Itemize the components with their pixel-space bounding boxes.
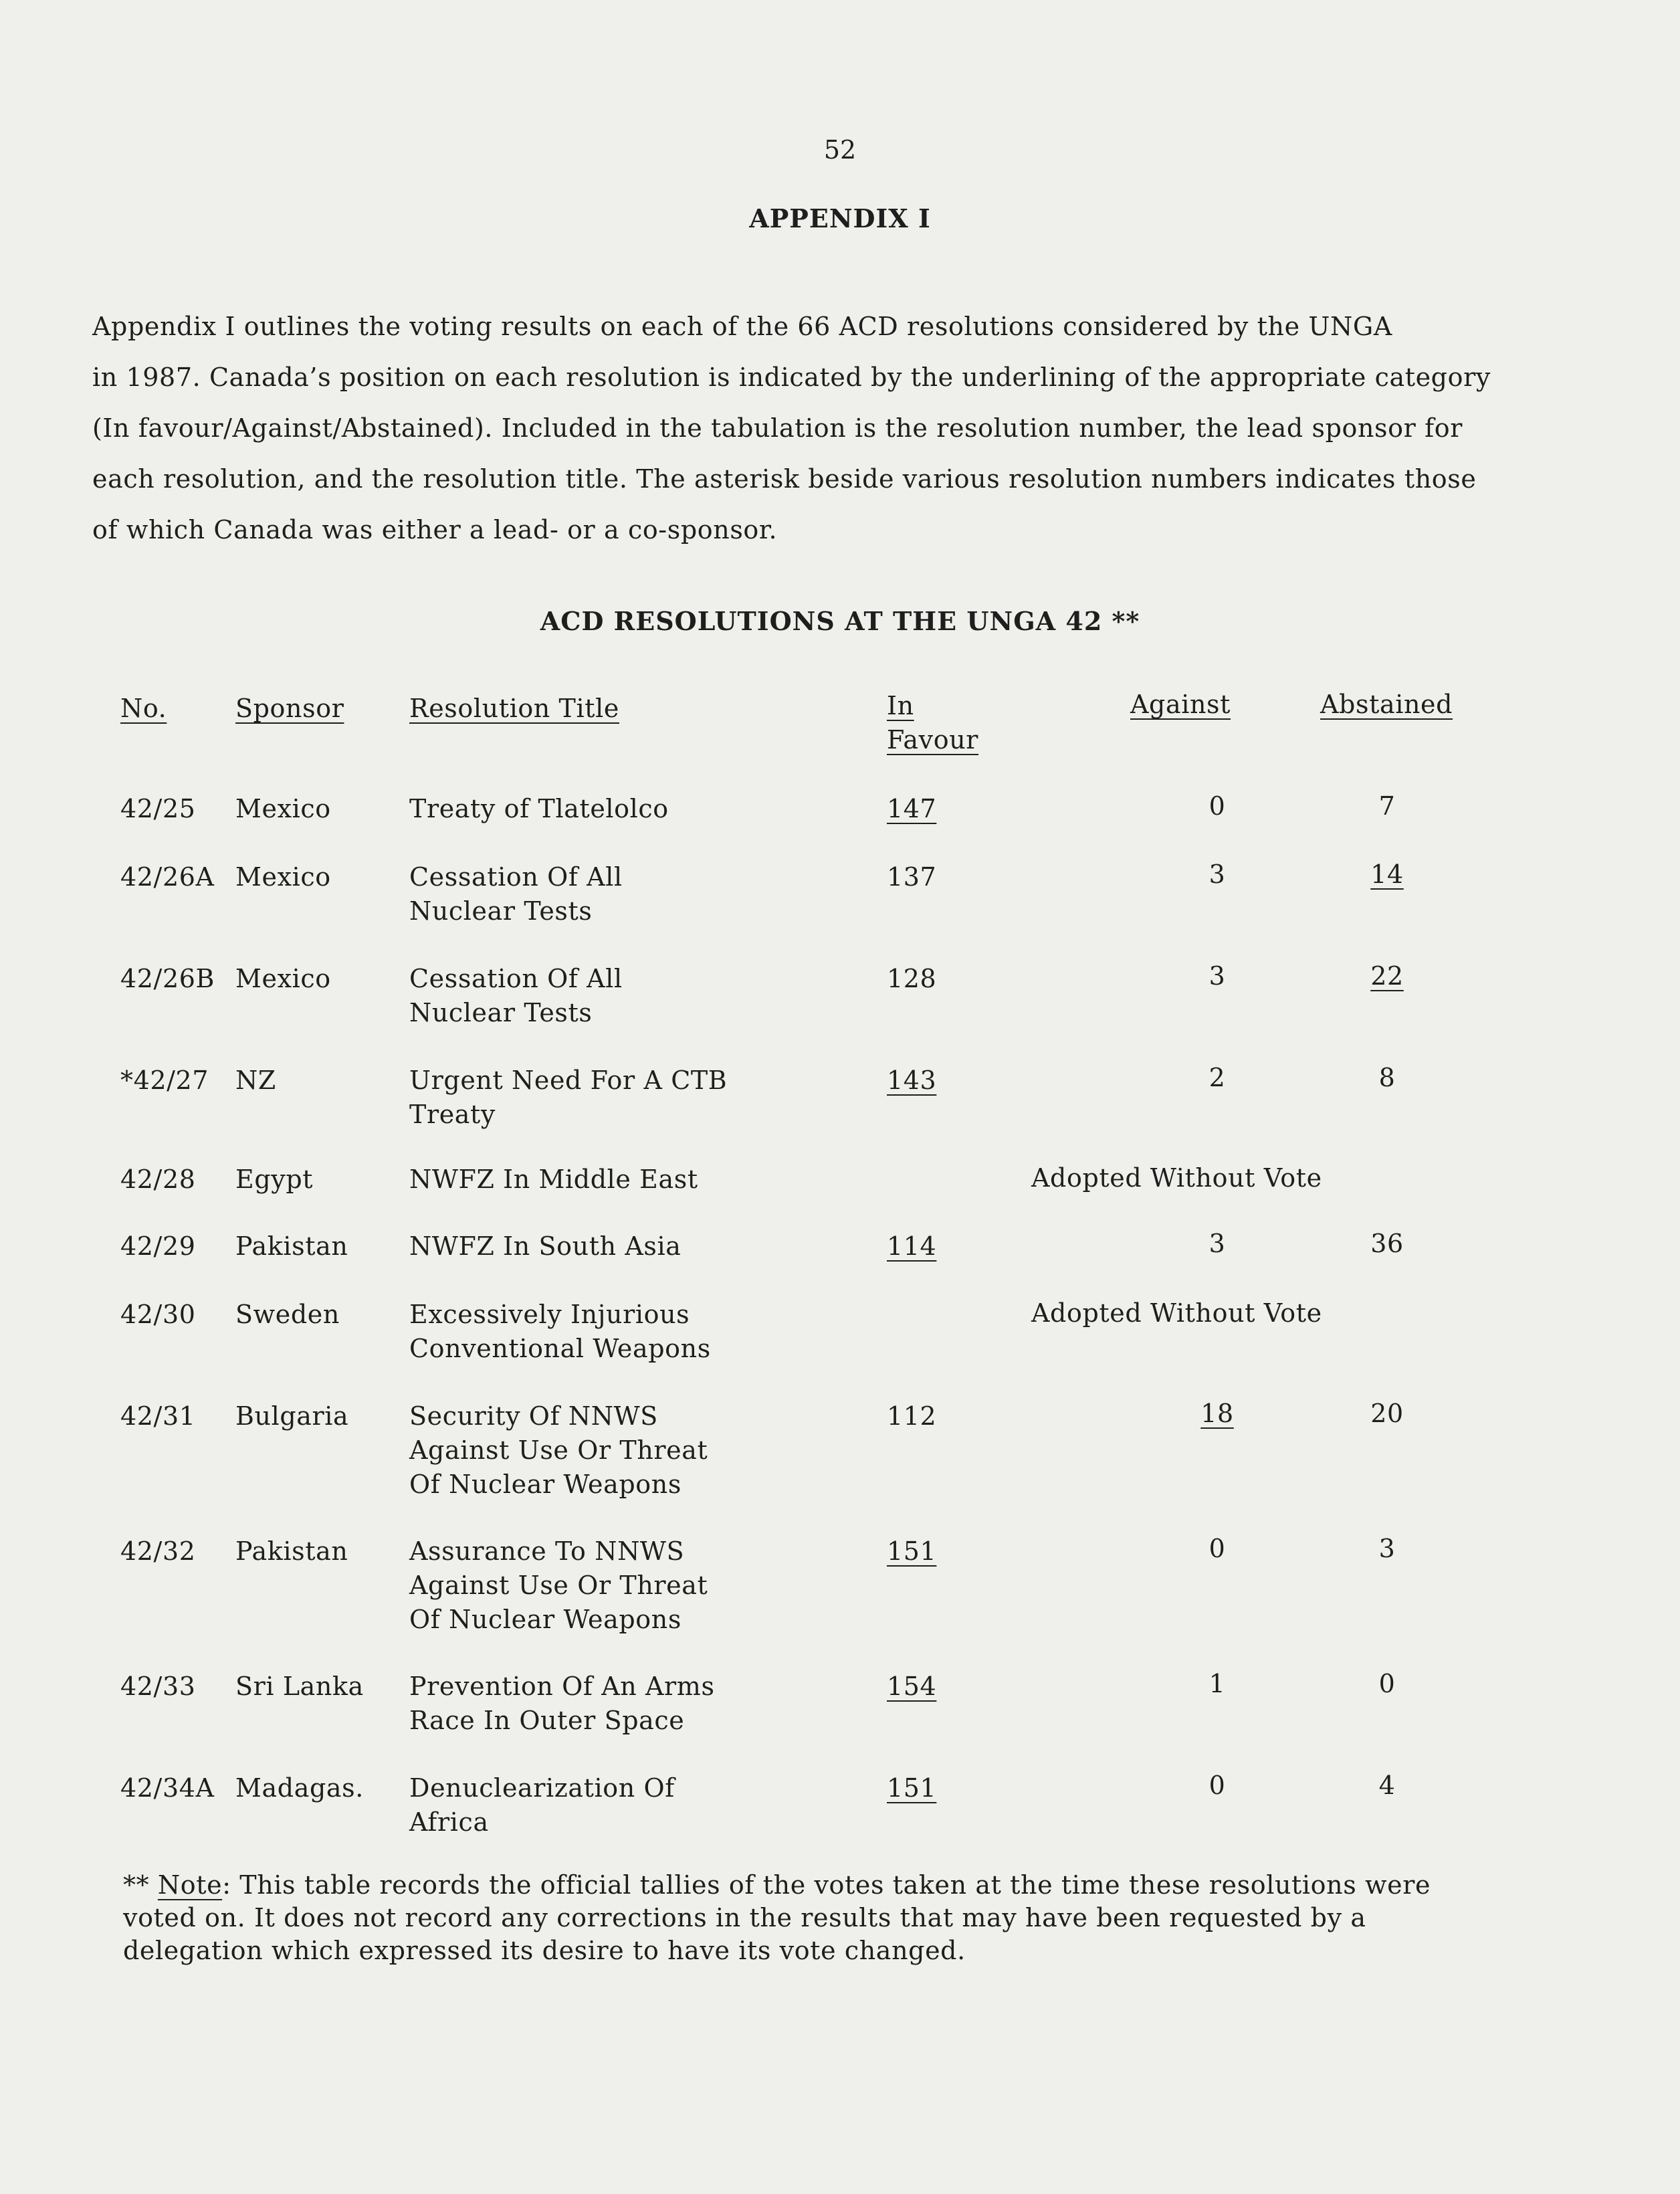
cell-abstained: 8 (1378, 1063, 1396, 1092)
title-line: Nuclear Tests (409, 998, 593, 1027)
cell-sponsor: Mexico (235, 794, 331, 823)
cell-title (409, 1298, 864, 1366)
cell-title (409, 1163, 864, 1197)
cell-abstained: 0 (1378, 1669, 1396, 1698)
cell-sponsor: Mexico (235, 964, 331, 993)
cell-in-favour: 114 (887, 1231, 937, 1261)
cell-abstained: 4 (1378, 1771, 1396, 1800)
cell-title (409, 962, 864, 1030)
cell-sponsor: Sweden (235, 1300, 340, 1329)
cell-abstained: 20 (1370, 1399, 1404, 1428)
header-sponsor: Sponsor (235, 694, 344, 723)
title-line: Of Nuclear Weapons (409, 1605, 681, 1634)
cell-in-favour: 151 (887, 1773, 937, 1803)
header-against: Against (1130, 690, 1231, 719)
title-line: NWFZ In Middle East (409, 1165, 698, 1194)
cell-no: 42/29 (120, 1231, 196, 1261)
title-line: Against Use Or Threat (409, 1571, 708, 1600)
cell-title (409, 1064, 864, 1132)
cell-against: 0 (1209, 1771, 1226, 1800)
cell-abstained: 7 (1378, 791, 1396, 821)
footnote-line (123, 1869, 1514, 1902)
intro-line: each resolution, and the resolution title. The asterisk beside various resolution numbers indicates those (92, 464, 1477, 494)
cell-in-favour: 112 (887, 1401, 937, 1431)
cell-title (409, 860, 864, 928)
cell-in-favour: 154 (887, 1672, 937, 1701)
cell-adopted-without-vote: Adopted Without Vote (1031, 1163, 1322, 1193)
cell-no: 42/32 (120, 1536, 196, 1566)
intro-line: in 1987. Canada’s position on each resolution is indicated by the underlining of the appropriate category (92, 363, 1491, 392)
footnote-label: Note (157, 1870, 223, 1900)
footnote-text: : This table records the official tallies of the votes taken at the time these resolutions were (222, 1870, 1431, 1900)
header-in-favour-line1: In (887, 691, 914, 720)
cell-title (409, 1534, 864, 1637)
table-heading: ACD RESOLUTIONS AT THE UNGA 42 ** (540, 606, 1140, 636)
title-line: Assurance To NNWS (409, 1536, 685, 1566)
intro-line: Appendix I outlines the voting results on each of the 66 ACD resolutions considered by the UNGA (92, 312, 1392, 341)
cell-sponsor: Madagas. (235, 1773, 364, 1803)
title-line: Nuclear Tests (409, 896, 593, 926)
title-line: Treaty of Tlatelolco (409, 794, 669, 823)
cell-against: 3 (1209, 961, 1226, 991)
cell-in-favour: 151 (887, 1536, 937, 1566)
cell-no: 42/33 (120, 1672, 196, 1701)
cell-no: 42/30 (120, 1300, 196, 1329)
cell-against: 0 (1209, 1534, 1226, 1563)
cell-against: 0 (1209, 791, 1226, 821)
header-in-favour (887, 689, 978, 757)
title-line: Denuclearization Of (409, 1773, 675, 1803)
intro-paragraph (92, 301, 1525, 555)
cell-against: 3 (1209, 860, 1226, 889)
cell-title (409, 1670, 864, 1738)
cell-in-favour: 147 (887, 794, 937, 823)
title-line: Conventional Weapons (409, 1334, 711, 1363)
cell-against: 1 (1209, 1669, 1226, 1698)
cell-sponsor: Egypt (235, 1165, 314, 1194)
title-line: Cessation Of All (409, 964, 623, 993)
intro-line: (In favour/Against/Abstained). Included in the tabulation is the resolution number, the lead sponsor for (92, 413, 1463, 443)
cell-abstained: 36 (1370, 1229, 1404, 1258)
cell-sponsor: Mexico (235, 862, 331, 892)
intro-line: of which Canada was either a lead- or a co-sponsor. (92, 515, 778, 544)
header-in-favour-line2: Favour (887, 725, 979, 755)
cell-no: 42/26B (120, 964, 215, 993)
cell-sponsor: Sri Lanka (235, 1672, 364, 1701)
cell-abstained: 14 (1370, 860, 1404, 889)
title-line: Excessively Injurious (409, 1300, 690, 1329)
cell-no: 42/26A (120, 862, 215, 892)
cell-sponsor: Pakistan (235, 1231, 348, 1261)
cell-no: 42/31 (120, 1401, 196, 1431)
header-abstained: Abstained (1320, 690, 1453, 719)
page-number: 52 (823, 135, 857, 165)
cell-in-favour: 128 (887, 964, 937, 993)
cell-abstained: 3 (1378, 1534, 1396, 1563)
cell-adopted-without-vote: Adopted Without Vote (1031, 1298, 1322, 1328)
cell-against: 18 (1200, 1399, 1234, 1428)
title-line: Prevention Of An Arms (409, 1672, 715, 1701)
title-line: Security Of NNWS (409, 1401, 658, 1431)
cell-title (409, 1399, 864, 1502)
header-title: Resolution Title (409, 694, 619, 723)
appendix-heading: APPENDIX I (749, 203, 931, 233)
title-line: Urgent Need For A CTB (409, 1066, 728, 1095)
cell-sponsor: Bulgaria (235, 1401, 349, 1431)
cell-against: 2 (1209, 1063, 1226, 1092)
header-no: No. (120, 694, 167, 723)
title-line: Against Use Or Threat (409, 1435, 708, 1465)
cell-no: *42/27 (120, 1066, 209, 1095)
cell-no: 42/25 (120, 794, 196, 823)
cell-abstained: 22 (1370, 961, 1404, 991)
cell-no: 42/28 (120, 1165, 196, 1194)
cell-title (409, 792, 864, 826)
title-line: Race In Outer Space (409, 1706, 685, 1735)
cell-sponsor: NZ (235, 1066, 276, 1095)
footnote-line: voted on. It does not record any corrections in the results that may have been requested by a (123, 1903, 1366, 1932)
cell-sponsor: Pakistan (235, 1536, 348, 1566)
title-line: NWFZ In South Asia (409, 1231, 681, 1261)
cell-in-favour: 137 (887, 862, 937, 892)
title-line: Treaty (409, 1100, 496, 1129)
footnote-line: delegation which expressed its desire to have its vote changed. (123, 1936, 966, 1965)
title-line: Cessation Of All (409, 862, 623, 892)
cell-no: 42/34A (120, 1773, 215, 1803)
cell-title (409, 1229, 864, 1264)
footnote (123, 1869, 1514, 1967)
title-line: Africa (409, 1807, 489, 1837)
cell-title (409, 1771, 864, 1839)
footnote-prefix: ** (123, 1870, 150, 1900)
cell-in-favour: 143 (887, 1066, 937, 1095)
cell-against: 3 (1209, 1229, 1226, 1258)
title-line: Of Nuclear Weapons (409, 1470, 681, 1499)
